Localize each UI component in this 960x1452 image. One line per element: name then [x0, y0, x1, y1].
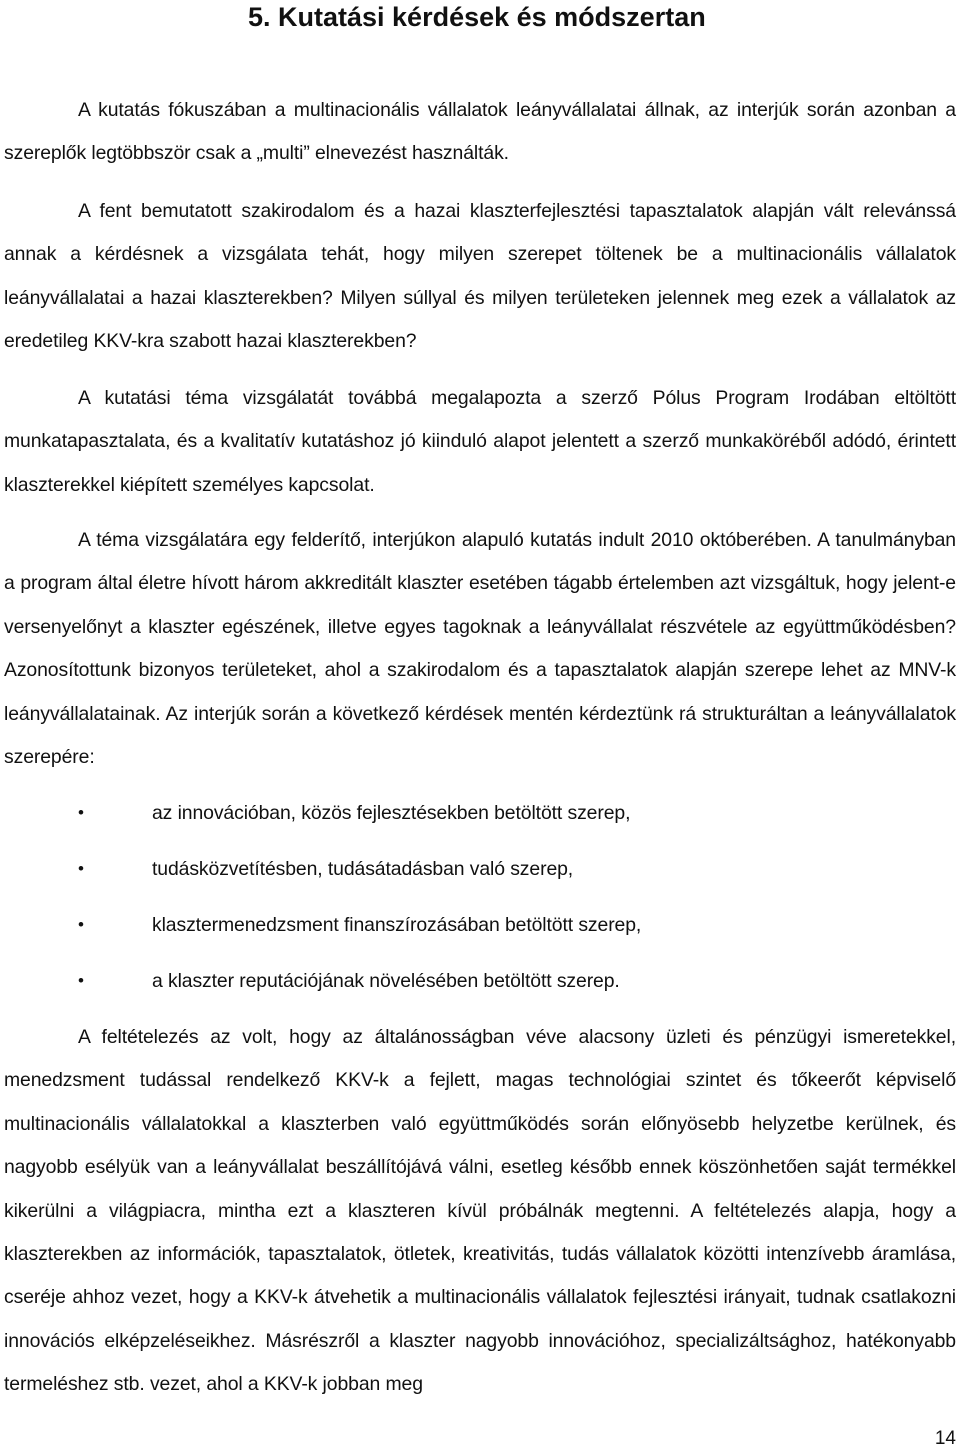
paragraph-4: A téma vizsgálatára egy felderítő, interjúkon alapuló kutatás indult 2010 októberében. A tanulmányban a program által életre hívott három akkreditált klaszter esetében tágabb értelemben azt vizsgáltuk, hogy jelent-e versenyelőnyt a klaszter egészének, illetve egyes tagoknak a leányvállalat részvétele az együttműködésben? Azonosítottunk bizonyos területeket, ahol a szakirodalom és a tapasztalatok alapján szerepe lehet az MNV-k leányvállalatainak. Az interjúk során a következő kérdések mentén kérdeztünk rá strukturáltan a leányvállalatok szerepére: — [4, 529, 956, 769]
section-heading: 5. Kutatási kérdések és módszertan — [248, 2, 706, 32]
bullet-icon: • — [78, 915, 84, 934]
list-item-text: tudásközvetítésben, tudásátadásban való szerep, — [152, 858, 574, 880]
list-item-text: a klaszter reputációjának növelésében betöltött szerep. — [152, 970, 620, 992]
bullet-icon: • — [78, 859, 84, 878]
list-item — [0, 790, 960, 846]
page-number: 14 — [934, 1428, 956, 1449]
list-item-text: az innovációban, közös fejlesztésekben betöltött szerep, — [152, 802, 631, 824]
bullet-icon: • — [78, 971, 84, 990]
paragraph-5: A feltételezés az volt, hogy az általánosságban véve alacsony üzleti és pénzügyi ismeretekkel, menedzsment tudással rendelkező KKV-k a fejlett, magas technológiai szintet és tőkeerőt képviselő multinacionális vállalatokkal a klaszterben való együttműködés során előnyösebb helyzetbe kerülnek, és nagyobb esélyük van a leányvállalat beszállítójává válni, esetleg később ennek köszönhetően saját termékkel kikerülni a világpiacra, mintha ezt a klaszteren kívül próbálnák megtenni. A feltételezés alapja, hogy a klaszterekben az információk, tapasztalatok, ötletek, kreativitás, tudás vállalatok közötti intenzívebb áramlása, cseréje ahhoz vezet, hogy a KKV-k átvehetik a multinacionális vállalatok fejlesztési irányait, tudnak csatlakozni innovációs elképzeléseikhez. Másrészről a klaszter nagyobb innovációhoz, specializáltsághoz, hatékonyabb termeléshez stb. vezet, ahol a KKV-k jobban meg — [4, 1026, 956, 1396]
list-item — [0, 846, 960, 902]
paragraph-1: A kutatás fókuszában a multinacionális vállalatok leányvállalatai állnak, az interjúk során azonban a szereplők legtöbbször csak a „multi” elnevezést használták. — [4, 99, 956, 165]
paragraph-2: A fent bemutatott szakirodalom és a hazai klaszterfejlesztési tapasztalatok alapján vált relevánssá annak a kérdésnek a vizsgálata tehát, hogy milyen szerepet töltenek be a multinacionális vállalatok leányvállalatai a hazai klaszterekben? Milyen súllyal és milyen területeken jelennek meg ezek a vállalatok az eredetileg KKV-kra szabott hazai klaszterekben? — [4, 200, 956, 353]
research-questions-list — [0, 790, 960, 1014]
list-item — [0, 958, 960, 1014]
list-item — [0, 902, 960, 958]
paragraph-3: A kutatási téma vizsgálatát továbbá megalapozta a szerző Pólus Program Irodában eltöltött munkatapasztalata, és a kvalitatív kutatáshoz jó kiinduló alapot jelentett a szerző munkaköréből adódó, érintett klaszterekkel kiépített személyes kapcsolat. — [4, 387, 956, 496]
list-item-text: klasztermenedzsment finanszírozásában betöltött szerep, — [152, 914, 642, 936]
bullet-icon: • — [78, 803, 84, 822]
